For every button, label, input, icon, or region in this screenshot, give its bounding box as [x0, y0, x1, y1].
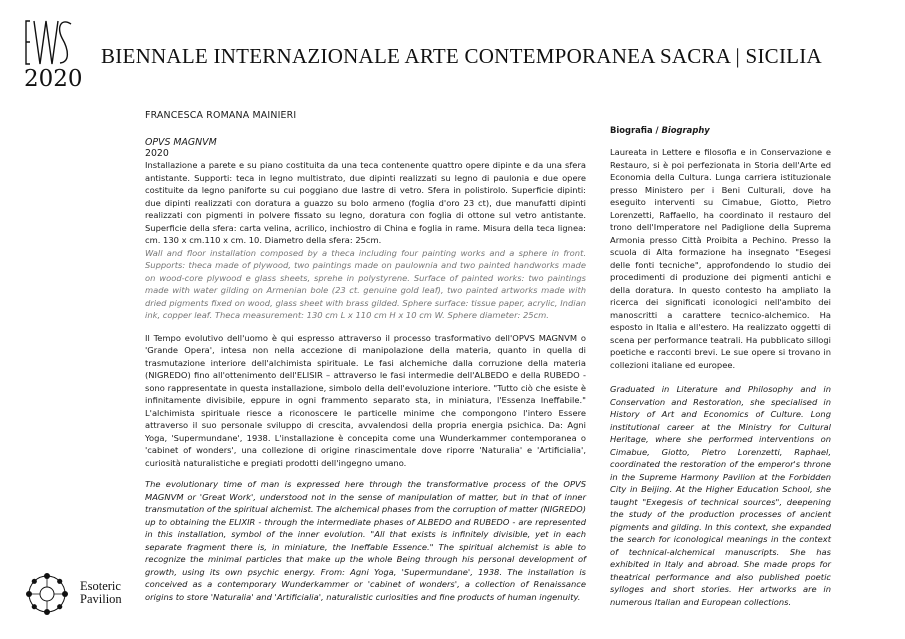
biography-italian: Laureata in Lettere e filosofia e in Conservazione e Restauro, si è poi perfezionata in Storia dell'Arte ed Economia della Cultura. Lunga carriera istituzionale presso Ministero per i Beni Culturali, dove ha eseguito interventi su Cimabue, Giotto, Pietro Lorenzetti, Raffaello, ha coordinato il restauro del trono dell'Imperatore nel Padiglione della Suprema Armonia presso Città Proibita a Pechino. Presso la scuola di Alta formazione ha insegnato "Esegesi delle fonti tecniche", approfondendo lo studio dei procedimenti di produzione dei pigmenti antichi e della doratura. In questo contesto ha ampliato la ricerca dei significati iconologici nell'ambito dei manoscritti a carattere tecnico-alchemico. Ha esposto in Italia e all'estero. Ha realizzato oggetti di scena per performance teatrali. Ha pubblicato sillogi poetiche e racconti brevi. Le sue opere si trovano in collezioni italiane ed europee.: [610, 147, 831, 370]
work-title: OPVS MAGNVM: [145, 137, 217, 148]
esoteric-line1: Esoteric: [80, 579, 121, 593]
statement-english: The evolutionary time of man is expressed here through the transformative process of the OPVS MAGNVM or 'Great Work', understood not in the sense of manipulation of matter, but in that of inner transmutation of the spiritual alchemist. The alchemical phases from the corruption of matter (NIGREDO) up to obtaining the ELIXIR - through the intermediate phases of ALBEDO and RUBEDO - are represented in this installation, symbol of the inner evolution. "All that exists is infinitely divisible, yet in each separate fragment there is, in miniature, the Ineffable Essence." The spiritual alchemist is able to recognize the minimal particles that make up the whole Being through his personal development of growth, using its own psychic energy. From: Agni Yoga, 'Supermundane', 1938. The installation is conceived as a contemporary Wunderkammer or 'cabinet of wonders', a collection of Renaissance origins to store 'Naturalia' and 'Artificialia', naturalistic curiosities and fine products of human ingenuity.: [145, 479, 586, 602]
esoteric-line2: Pavilion: [80, 592, 122, 606]
esoteric-pavilion-logo: [24, 572, 134, 614]
biography-english: Graduated in Literature and Philosophy and in Conservation and Restoration, she specialised in History of Art and Economics of Culture. Long institutional career at the Ministry for Cultural Heritage, where she performed interventions on Cimabue, Giotto, Pietro Lorenzetti, Raphael, coordinated the restoration of the emperor's throne in the Supreme Harmony Pavilion at the Forbidden City in Beijing. At the Higher Education School, she taught "Exegesis of technical sources", deepening the study of the production processes of ancient pigments and gilding. In this context, she expanded the search for iconological meanings in the context of technical-alchemical manuscripts. She has exhibited in Italy and abroad. She made props for theatrical performance and also published poetic sylloges and short stories. Her artworks are in numerous Italian and European collections.: [610, 384, 831, 607]
statement-italian: Il Tempo evolutivo dell'uomo è qui espresso attraverso il processo trasformativo dell'OPVS MAGNVM o 'Grande Opera', intesa non nella accezione di manipolazione della materia, quanto in quella di trasmutazione interiore dell'alchimista spirituale. Le fasi alchemiche dalla corruzione della materia (NIGREDO) fino all'ottenimento dell'ELISIR – attraverso le fasi intermedie dell'ALBEDO e della RUBEDO - sono rappresentate in questa installazione, simbolo della dell'evoluzione interiore. "Tutto ciò che esiste è infinitamente divisibile, eppure in ogni frammento separato sta, in miniatura, l'Essenza Ineffabile." L'alchimista spirituale riesce a riconoscere le particelle minime che compongono l'intero Essere attraverso il suo personale sviluppo di crescita, avvalendosi della propria energia psichica. Da: Agni Yoga, 'Supermundane', 1938. L'installazione è concepita come una Wunderkammer contemporanea o 'cabinet of wonders', una collezione di origine rinascimentale dove riporre 'Naturalia' e 'Artificialia', curiosità naturalistiche e pregiati prodotti dell'ingegno umano.: [145, 332, 586, 468]
main-column: [145, 107, 586, 603]
description-italian: Installazione a parete e su piano costituita da una teca contenente quattro opere dipinte e da una sfera antistante. Supporti: teca in legno multistrato, due dipinti realizzati su legno di paulonia e due opere costituite da legno paniforte su cui poggiano due lastre di vetro. Sfera in polistirolo. Superficie dipinti: due dipinti realizzati con doratura a guazzo su bolo armeno (foglia d'oro 23 ct), due manufatti dipinti realizzati con pigmenti in polvere fissato su legno, doratura con foglia di ottone sul vetro antistante. Superficie della sfera: carta velina, acrilico, inchiostro di China e foglia in rame. Misura della teca lignea: cm. 130 x cm.110 x cm. 10. Diametro della sfera: 25cm.: [145, 160, 586, 245]
work-year: 2020: [145, 148, 169, 159]
biennale-monogram-icon: [24, 18, 74, 66]
esoteric-pavilion-emblem-icon: [24, 572, 70, 616]
biography-heading: [610, 125, 831, 135]
biennale-logo: [24, 18, 83, 93]
logo-year: 2020: [24, 66, 83, 92]
biography-heading-en: Biography: [661, 125, 710, 135]
biography-column: [610, 125, 831, 608]
description-english: Wall and floor installation composed by a theca including four painting works and a sphere in front. Supports: theca made of plywood, two paintings made on paulownia and two painted handworks made on wood-core plywood e glass sheets, sprehe in polystyrene. Surface of painted works: two paintings made with water gilding on Armenian bole (23 ct. genuine gold leaf), two painted artworks made with dried pigments fixed on wood, glass sheet with brass gilded. Sphere surface: tissue paper, acrylic, Indian ink, copper leaf. Theca measurement: 130 cm L x 110 cm H x 10 cm W. Sphere diameter: 25cm.: [145, 247, 586, 320]
page-title: BIENNALE INTERNAZIONALE ARTE CONTEMPORANEA SACRA | SICILIA: [101, 44, 822, 68]
esoteric-pavilion-wordmark: [80, 580, 122, 606]
biography-heading-it: Biografia /: [610, 125, 662, 135]
artist-name: FRANCESCA ROMANA MAINIERI: [145, 110, 297, 121]
